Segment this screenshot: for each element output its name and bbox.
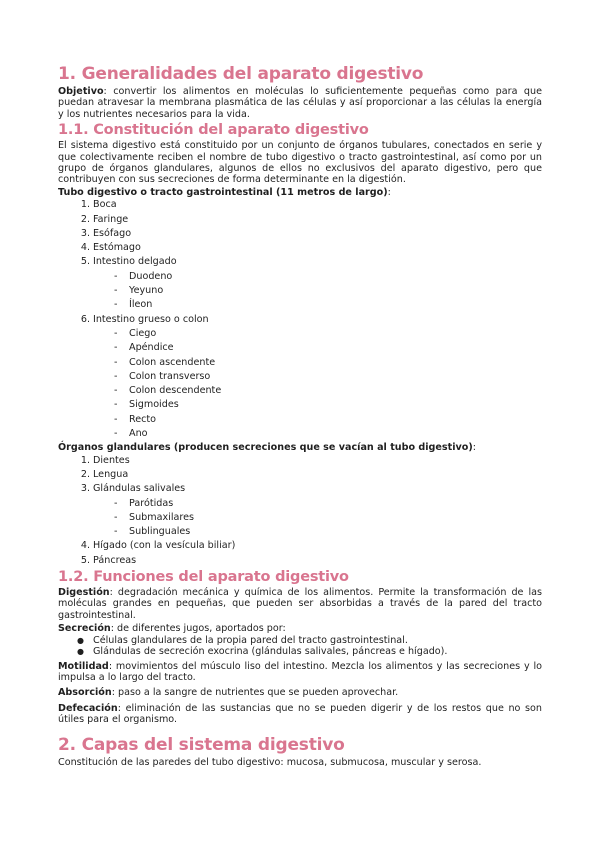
digestion-paragraph: [58, 587, 542, 621]
absorcion-paragraph: [58, 687, 542, 698]
motilidad-label: Motilidad: [58, 660, 109, 672]
list-number: 6.: [80, 313, 90, 325]
bullet-item: [58, 646, 542, 657]
list-item: [58, 213, 542, 227]
sublist-item: [58, 298, 542, 312]
sublist-label: Ano: [129, 428, 148, 439]
heading-generalidades: 1. Generalidades del aparato digestivo: [58, 64, 424, 84]
sublist-label: Ciego: [129, 327, 157, 339]
dash-marker: -: [114, 356, 118, 368]
sublist-label: Submaxilares: [129, 511, 195, 523]
objetivo-paragraph: [58, 86, 542, 120]
sublist-label: Sigmoides: [129, 399, 179, 411]
heading-capas: 2. Capas del sistema digestivo: [58, 734, 345, 755]
list-label: Esófago: [93, 227, 132, 239]
motilidad-text: : movimientos del músculo liso del intestino. Mezcla los alimentos y las secreciones y lo impulsa a lo largo del tracto.: [58, 660, 542, 683]
list-item: [58, 468, 542, 482]
list-item: [58, 313, 542, 327]
defecacion-text: : eliminación de las sustancias que no se pueden digerir y de los restos que no son útiles para el organismo.: [58, 702, 542, 726]
intestino-delgado-sublist: [58, 270, 542, 313]
list-number: 1.: [80, 454, 90, 466]
sublist-label: Yeyuno: [129, 285, 164, 297]
sublist-item: [58, 398, 542, 412]
sublist-item: [58, 384, 542, 398]
defecacion-paragraph: [58, 703, 542, 726]
list-number: 3.: [80, 483, 90, 495]
dash-marker: -: [114, 285, 118, 297]
motilidad-paragraph: [58, 661, 542, 684]
list-label: Lengua: [93, 469, 129, 480]
bullet-label: Células glandulares de la propia pared del tracto gastrointestinal.: [93, 634, 408, 646]
dash-marker: -: [114, 428, 118, 439]
sublist-label: Colon ascendente: [129, 356, 216, 368]
list-item: [58, 539, 542, 553]
dash-marker: -: [114, 413, 118, 425]
sublist-item: [58, 327, 542, 341]
sublist-item: [58, 356, 542, 370]
dash-marker: -: [114, 497, 118, 509]
capas-paragraph: Constitución de las paredes del tubo digestivo: mucosa, submucosa, muscular y serosa.: [58, 756, 482, 768]
bullet-marker: ●: [77, 647, 84, 657]
list-label: Páncreas: [93, 554, 137, 566]
list-number: 5.: [80, 256, 90, 268]
dash-marker: -: [114, 370, 118, 382]
sublist-item: [58, 370, 542, 384]
dash-marker: -: [114, 511, 118, 523]
organos-glandulares-list-cont: [58, 539, 542, 568]
list-item: [58, 255, 542, 269]
sublist-item: [58, 511, 542, 525]
list-item: [58, 454, 542, 468]
list-number: 2.: [80, 213, 90, 225]
organos-colon: :: [472, 442, 476, 454]
tubo-digestivo-title-text: Tubo digestivo o tracto gastrointestinal (11 metros de largo): [58, 186, 388, 198]
sublist-item: [58, 497, 542, 511]
list-number: 1.: [80, 199, 90, 211]
list-label: Intestino delgado: [93, 256, 177, 268]
list-item: [58, 482, 542, 496]
tubo-digestivo-list: [58, 198, 542, 269]
objetivo-label: Objetivo: [58, 86, 104, 97]
constitucion-paragraph: El sistema digestivo está constituido por un conjunto de órganos tubulares, conectados en serie y que colectivamente reciben el nombre de tubo digestivo o tracto gastrointestinal, así como por un grupo de órganos glandulares, algunos de ellos no exclusivos del aparato digestivo, pero que contribuyen con sus secreciones de forma determinante en la digestión.: [58, 140, 542, 186]
intestino-grueso-sublist: [58, 327, 542, 441]
sublist-label: Recto: [129, 413, 157, 425]
sublist-item: [58, 413, 542, 427]
list-label: Estómago: [93, 242, 141, 254]
list-item: [58, 227, 542, 241]
heading-funciones: 1.2. Funciones del aparato digestivo: [58, 569, 349, 586]
sublist-label: Colon descendente: [129, 385, 222, 397]
heading-constitucion: 1.1. Constitución del aparato digestivo: [58, 122, 369, 139]
sublist-label: Sublinguales: [129, 526, 191, 538]
secrecion-paragraph: [58, 623, 542, 634]
dash-marker: -: [114, 299, 118, 311]
dash-marker: -: [114, 526, 118, 538]
list-item: [58, 554, 542, 568]
sublist-item: [58, 427, 542, 441]
dash-marker: -: [114, 327, 118, 339]
organos-glandulares-list: [58, 454, 542, 497]
absorcion-label: Absorción: [58, 687, 112, 699]
bullet-item: [58, 635, 542, 646]
defecacion-label: Defecación: [58, 702, 118, 714]
organos-glandulares-title: [58, 442, 542, 453]
secrecion-label: Secreción: [58, 623, 111, 635]
sublist-item: [58, 284, 542, 298]
list-number: 4.: [80, 242, 90, 254]
sublist-item: [58, 341, 542, 355]
list-number: 2.: [80, 469, 90, 480]
glandulas-salivales-sublist: [58, 497, 542, 540]
list-label: Faringe: [93, 213, 129, 225]
tubo-digestivo-title: [58, 187, 542, 198]
sublist-label: Colon transverso: [129, 370, 211, 382]
list-label: Dientes: [93, 454, 130, 466]
list-label: Intestino grueso o colon: [93, 313, 209, 325]
sublist-label: Parótidas: [129, 497, 174, 509]
objetivo-text: : convertir los alimentos en moléculas lo suficientemente pequeñas como para que puedan atravesar la membrana plasmática de las células y así proporcionar a las células la energía y los nutrientes necesarios para la vida.: [58, 86, 542, 120]
document-page: [58, 62, 542, 768]
dash-marker: -: [114, 385, 118, 397]
sublist-label: Duodeno: [129, 270, 173, 282]
list-item: [58, 198, 542, 212]
tubo-colon: :: [387, 186, 391, 198]
sublist-item: [58, 525, 542, 539]
list-number: 5.: [80, 554, 90, 566]
sublist-item: [58, 270, 542, 284]
bullet-label: Glándulas de secreción exocrina (glándulas salivales, páncreas e hígado).: [93, 646, 448, 658]
sublist-label: Apéndice: [129, 342, 174, 354]
list-label: Hígado (con la vesícula biliar): [93, 540, 236, 552]
dash-marker: -: [114, 270, 118, 282]
sublist-label: Íleon: [129, 299, 153, 311]
tubo-digestivo-list-cont: [58, 313, 542, 327]
list-number: 3.: [80, 227, 90, 239]
dash-marker: -: [114, 342, 118, 354]
secrecion-text: : de diferentes jugos, aportados por:: [110, 623, 286, 635]
digestion-text: : degradación mecánica y química de los alimentos. Permite la transformación de las moléculas grandes en pequeñas, que pueden ser absorbidas a través de la pared del tracto gastrointestinal.: [58, 587, 542, 621]
bullet-marker: ●: [77, 635, 84, 645]
list-label: Glándulas salivales: [93, 483, 186, 495]
absorcion-text: : paso a la sangre de nutrientes que se pueden aprovechar.: [111, 687, 399, 699]
list-number: 4.: [80, 540, 90, 552]
digestion-label: Digestión: [58, 587, 110, 599]
secrecion-list: [58, 635, 542, 658]
dash-marker: -: [114, 399, 118, 411]
list-label: Boca: [93, 199, 117, 211]
organos-glandulares-title-text: Órganos glandulares (producen secreciones que se vacían al tubo digestivo): [58, 442, 473, 454]
list-item: [58, 241, 542, 255]
